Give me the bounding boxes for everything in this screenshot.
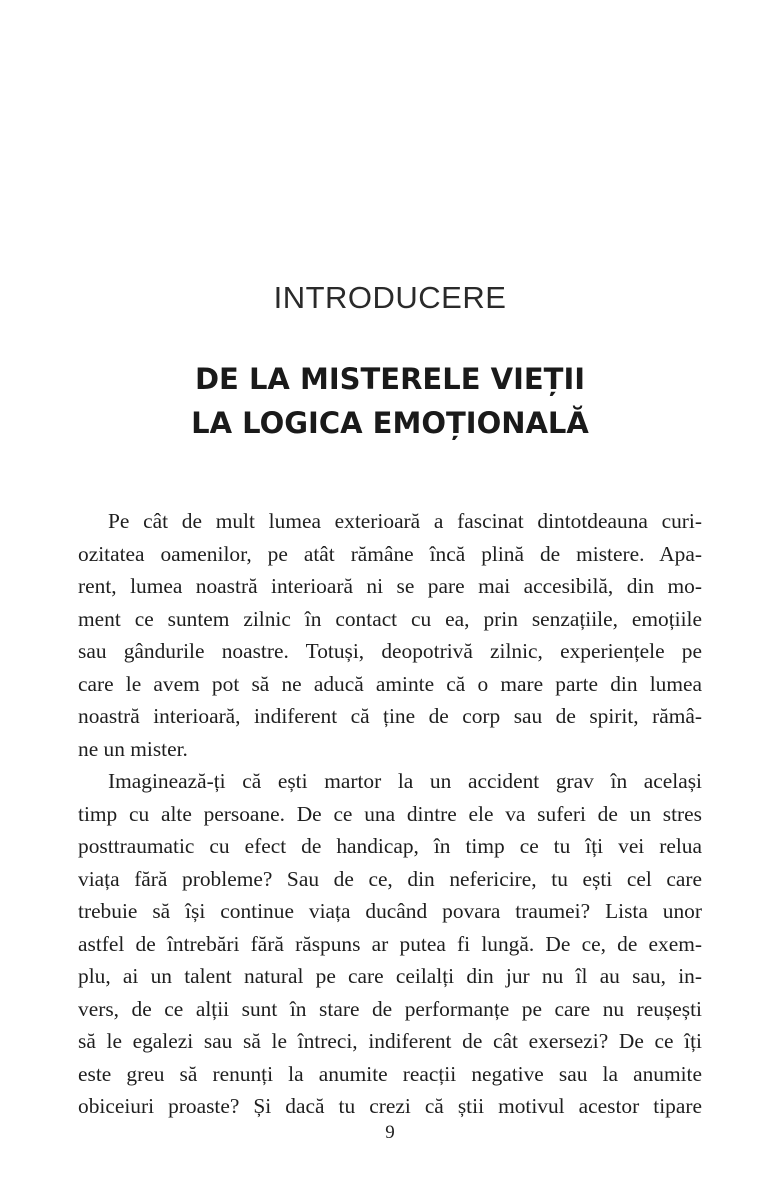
paragraph — [78, 765, 702, 1123]
page-number: 9 — [385, 1122, 395, 1143]
text-line: vers, de ce alții sunt în stare de performanțe pe care nu reușești — [78, 996, 702, 1021]
text-line: care le avem pot să ne aducă aminte că o mare parte din lumea — [78, 671, 702, 696]
text-line: este greu să renunți la anumite reacții negative sau la anumite — [78, 1061, 702, 1086]
text-line: obiceiuri proaste? Și dacă tu crezi că știi motivul acestor tipare — [78, 1094, 702, 1118]
text-line: ment ce suntem zilnic în contact cu ea, prin senzațiile, emoțiile — [78, 606, 702, 631]
text-line: astfel de întrebări fără răspuns ar putea fi lungă. De ce, de exem- — [78, 931, 702, 956]
text-line: trebuie să își continue viața ducând povara traumei? Lista unor — [78, 899, 702, 923]
text-line: ozitatea oamenilor, pe atât rămâne încă plină de mistere. Apa- — [78, 541, 702, 566]
chapter-title-line: DE LA MISTERELE VIEȚII — [194, 362, 586, 396]
chapter-title — [0, 357, 780, 445]
chapter-title-line: LA LOGICA EMOȚIONALĂ — [191, 406, 589, 440]
text-line: posttraumatic cu efect de handicap, în timp ce tu îți vei relua — [78, 834, 702, 858]
text-line: rent, lumea noastră interioară ni se pare mai accesibilă, din mo- — [78, 574, 702, 598]
text-line: Pe cât de mult lumea exterioară a fascinat dintotdeauna curi- — [108, 509, 702, 533]
text-line: ne un mister. — [78, 736, 188, 761]
text-line: viața fără probleme? Sau de ce, din nefericire, tu ești cel care — [78, 866, 702, 891]
text-line: Imaginează-ți că ești martor la un accident grav în același — [108, 769, 702, 793]
paragraph — [78, 505, 702, 765]
text-line: sau gândurile noastre. Totuși, deopotrivă zilnic, experiențele pe — [78, 639, 702, 663]
body-text — [78, 505, 702, 1123]
text-line: plu, ai un talent natural pe care ceilalți din jur nu îl au sau, in- — [78, 964, 702, 988]
text-line: noastră interioară, indiferent că ține de corp sau de spirit, rămâ- — [78, 704, 702, 728]
text-line: timp cu alte persoane. De ce una dintre ele va suferi de un stres — [78, 801, 702, 826]
text-line: să le egalezi sau să le întreci, indiferent de cât exersezi? De ce îți — [78, 1029, 702, 1053]
chapter-label: INTRODUCERE — [273, 280, 507, 315]
